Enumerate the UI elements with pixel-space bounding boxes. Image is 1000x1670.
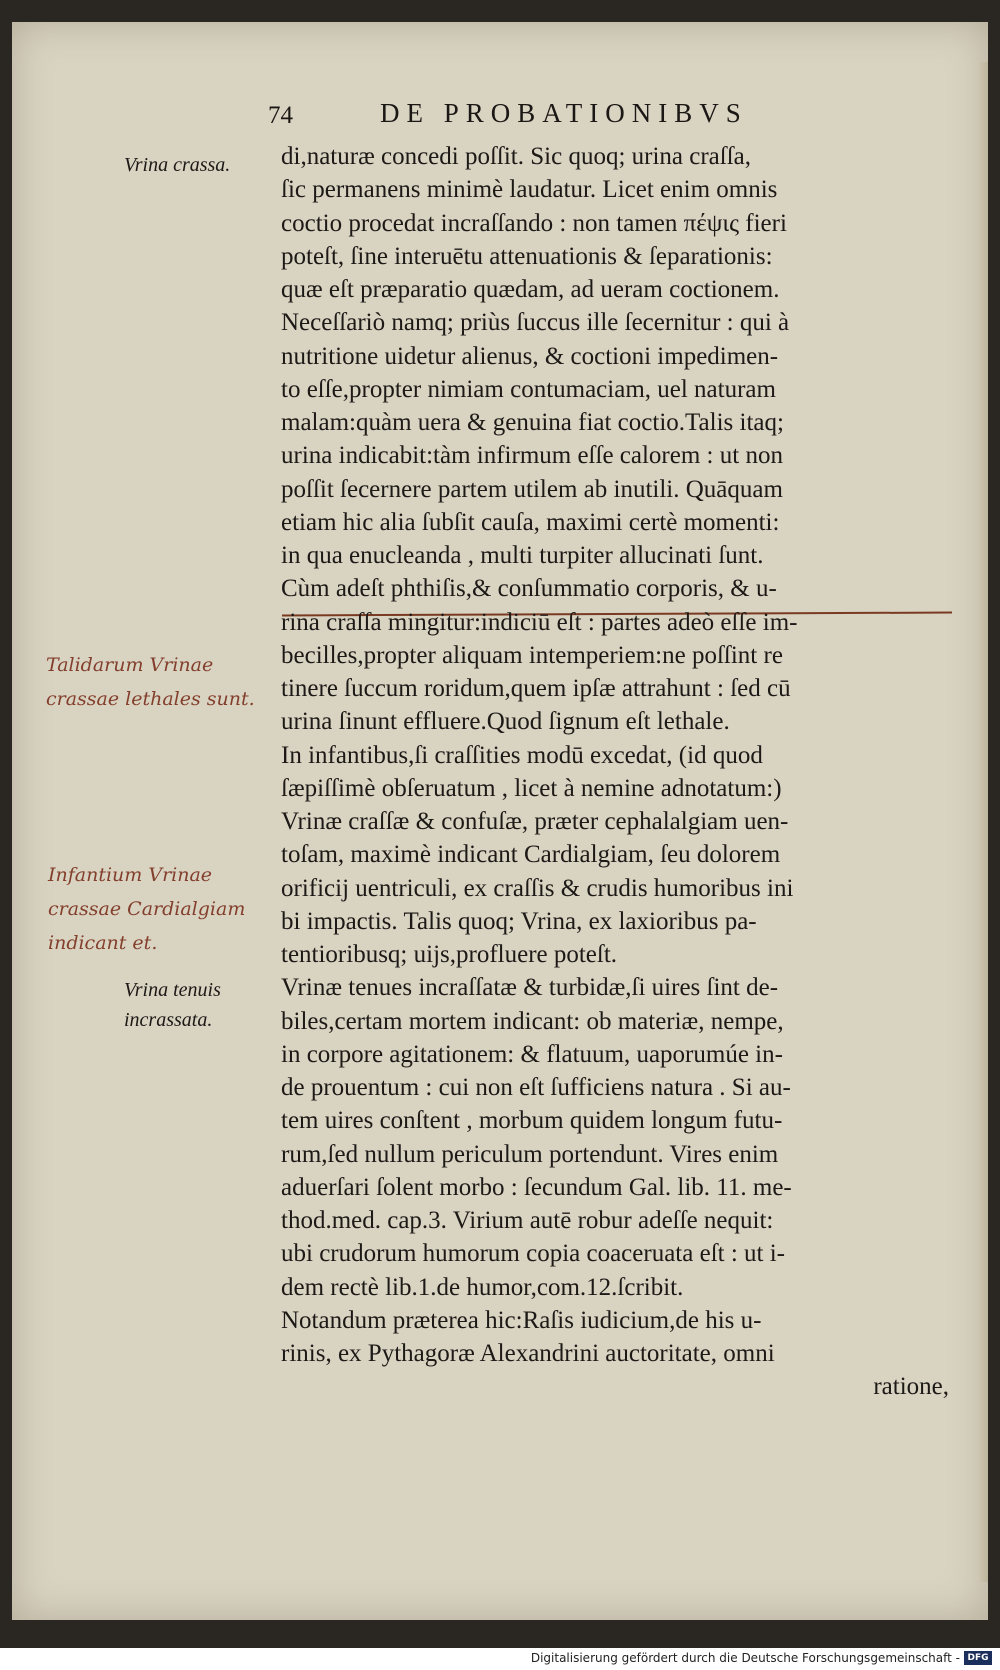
text-line: in qua enucleanda , multi turpiter allucinati ſunt. — [281, 542, 764, 569]
text-line: thod.med. cap.3. Virium autē robur adeſſe nequit: — [281, 1207, 774, 1234]
text-line: tentioribusq; uijs,profluere poteſt. — [281, 941, 618, 968]
page-edge — [978, 62, 988, 1582]
text-line: di,naturæ concedi poſſit. Sic quoq; urina craſſa, — [281, 143, 752, 170]
text-line: ubi crudorum humorum copia coaceruata eſt : ut i- — [281, 1240, 785, 1268]
text-line: to eſſe,propter nimiam contumaciam, uel naturam — [281, 375, 776, 403]
text-line: de prouentum : cui non eſt ſufficiens natura . Si au- — [281, 1074, 791, 1101]
text-line: biles,certam mortem indicant: ob materiæ, nempe, — [281, 1007, 784, 1035]
running-head — [268, 98, 908, 134]
page-number: 74 — [268, 102, 293, 129]
text-line: tinere ſuccum roridum,quem ipſæ attrahunt : ſed cū — [281, 675, 791, 702]
text-line: rina craſſa mingitur:indiciū eſt : partes adeò eſſe im- — [281, 608, 798, 636]
body-text — [281, 140, 969, 1404]
text-line: coctio procedat incraſſando : non tamen πέψις fieri — [281, 209, 787, 237]
text-line: tem uires conſtent , morbum quidem longum futu- — [281, 1107, 783, 1135]
text-line: Cùm adeſt phthiſis,& conſummatio corporis, & u- — [281, 575, 777, 603]
handwritten-annotation-1: Talidarum Vrinae crassae lethales sunt. — [46, 654, 255, 710]
text-line: quæ eſt præparatio quædam, ad ueram coctionem. — [281, 276, 780, 303]
text-line: poſſit ſecernere partem utilem ab inutili. Quāquam — [281, 475, 783, 503]
footer-bar — [0, 1648, 1000, 1670]
text-line: ſæpiſſimè obſeruatum , licet à nemine adnotatum:) — [281, 774, 782, 802]
text-line: malam:quàm uera & genuina fiat coctio.Talis itaq; — [281, 409, 784, 436]
text-line: etiam hic alia ſubſit cauſa, maximi certè momenti: — [281, 508, 780, 536]
text-line: urina indicabit:tàm infirmum eſſe calorem : ut non — [281, 442, 783, 470]
text-line: In infantibus,ſi craſſities modū excedat, (id quod — [281, 741, 763, 769]
text-line: rinis, ex Pythagoræ Alexandrini auctoritate, omni — [281, 1340, 775, 1367]
text-line: ratione, — [873, 1373, 949, 1401]
text-line: urina ſinunt effluere.Quod ſignum eſt lethale. — [281, 708, 730, 736]
text-line: ſic permanens minimè laudatur. Licet enim omnis — [281, 176, 778, 204]
footer-credit: Digitalisierung gefördert durch die Deutsche Forschungsgemeinschaft - — [530, 1651, 960, 1665]
text-line: Vrinæ tenues incraſſatæ & turbidæ,ſi uires ſint de- — [281, 974, 779, 1002]
margin-note-urina-crassa: Vrina crassa. — [124, 154, 231, 176]
dfg-logo: DFG — [964, 1651, 992, 1665]
handwritten-annotation-2: Infantium Vrinae crassae Cardialgiam indicant et. — [48, 864, 246, 954]
text-line: in corpore agitationem: & flatuum, uaporumúe in- — [281, 1040, 783, 1068]
text-line: dem rectè lib.1.de humor,com.12.ſcribit. — [281, 1273, 684, 1301]
running-title: DE PROBATIONIBVS — [380, 98, 748, 128]
text-line: rum,ſed nullum periculum portendunt. Vires enim — [281, 1140, 779, 1168]
text-line: orificij uentriculi, ex craſſis & crudis humoribus ini — [281, 874, 794, 902]
text-line: Neceſſariò namq; priùs ſuccus ille ſecernitur : qui à — [281, 309, 790, 337]
margin-note-urina-tenuis: Vrina tenuis incrassata. — [124, 979, 221, 1031]
text-line: bi impactis. Talis quoq; Vrina, ex laxioribus pa- — [281, 907, 757, 935]
text-line: becilles,propter aliquam intemperiem:ne poſſint re — [281, 641, 783, 669]
text-line: Vrinæ craſſæ & confuſæ, præter cephalalgiam uen- — [281, 808, 789, 835]
text-line: nutritione uidetur alienus, & coctioni impedimen- — [281, 342, 779, 370]
text-line: aduerſari ſolent morbo : ſecundum Gal. lib. 11. me- — [281, 1173, 792, 1201]
text-line: Notandum præterea hic:Raſis iudicium,de his u- — [281, 1306, 762, 1334]
text-line: toſam, maximè indicant Cardialgiam, ſeu dolorem — [281, 841, 781, 869]
text-line: poteſt, ſine interuētu attenuationis & ſeparationis: — [281, 242, 773, 270]
